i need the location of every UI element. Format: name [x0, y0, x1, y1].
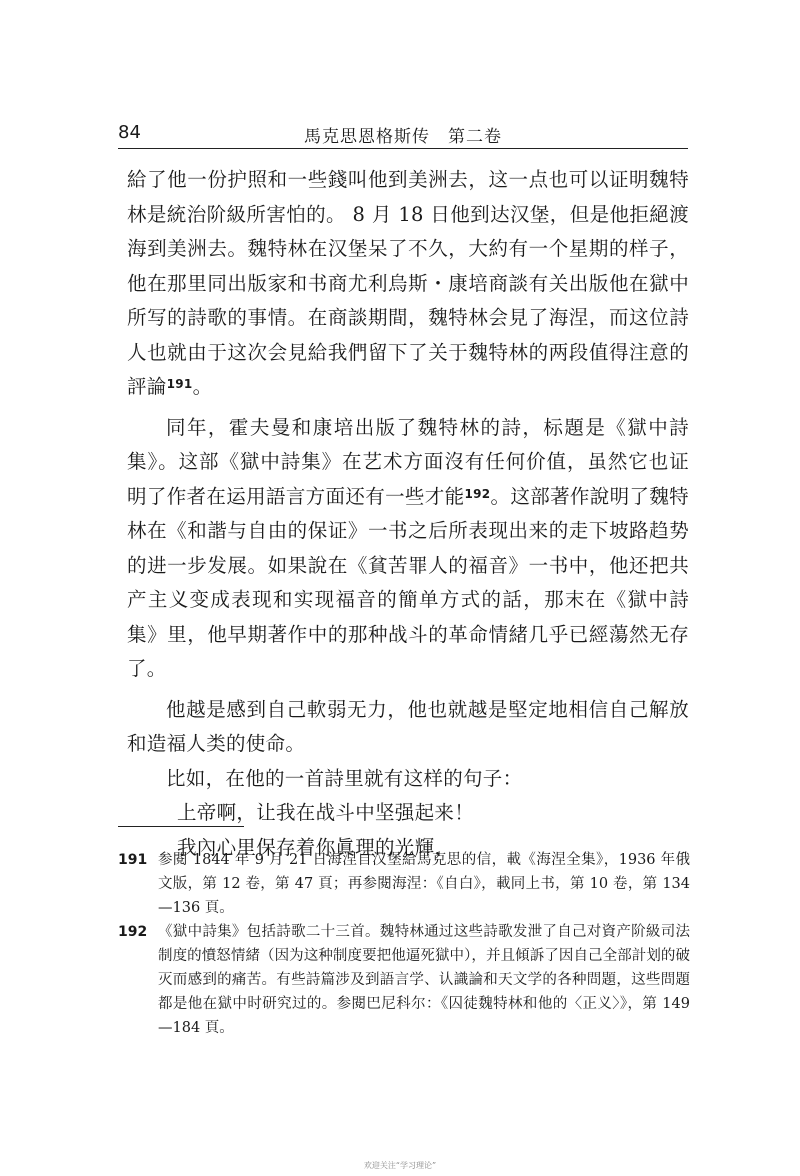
paragraph-2-text-a: 同年，霍夫曼和康培出版了魏特林的詩，标題是《獄中詩集》。这部《獄中詩集》在艺术方面沒有任何价值，虽然它也证明了作者在运用語言方面还有一些才能 — [127, 415, 689, 508]
paragraph-1 — [127, 163, 689, 405]
poem-line-1: 上帝啊，让我在战斗中坚强起来！ — [177, 801, 475, 824]
footnote-rule — [118, 826, 244, 827]
footnote-ref-191[interactable]: 191 — [166, 377, 193, 391]
poem-line-2: 我內心里保存着你眞理的光輝， — [177, 835, 455, 859]
footnotes — [118, 848, 690, 1040]
main-text — [127, 163, 689, 865]
running-title: 馬克思恩格斯传 第二卷 — [304, 127, 502, 147]
paragraph-2-text-b: 。这部著作說明了魏特林在《和諧与自由的保证》一书之后所表现出来的走下坡路趋势的进一步发展。如果說在《貧苦罪人的福音》一书中，他还把共产主义变成表现和实现福音的簡单方式的話，那末在《獄中詩集》里，他早期著作中的那种战斗的革命情緒几乎已經蕩然无存了。 — [127, 484, 689, 680]
header-rule — [118, 148, 688, 149]
paragraph-3: 他越是感到自己軟弱无力，他也就越是堅定地相信自己解放和造福人类的使命。 — [127, 697, 689, 755]
watermark: 欢迎关注“学习理论” — [363, 1161, 437, 1170]
paragraph-2 — [127, 411, 689, 687]
footnote-ref-192[interactable]: 192 — [464, 486, 491, 501]
paragraph-4: 比如，在他的一首詩里就有这样的句子： — [166, 766, 523, 790]
footnote-191 — [118, 848, 690, 920]
page-number: 84 — [118, 122, 141, 143]
footnote-number: 192 — [118, 924, 148, 940]
footnote-text: 《獄中詩集》包括詩歌二十三首。魏特林通过这些詩歌发泄了自己对資产阶級司法制度的憤怒情緒（因为这种制度要把他逼死獄中），并且傾訴了因自己全部計划的破灭而感到的痛苦。有些詩篇涉及到語言学、认識論和天文学的各种問題，这些問題都是他在獄中时研究过的。参閱巴尼科尔：《囚徒魏特林和他的〈正义〉》，第 149—184 頁。 — [158, 924, 690, 1036]
running-header — [118, 122, 688, 148]
paragraph-1-end: 。 — [192, 375, 213, 398]
footnote-192 — [118, 920, 690, 1040]
paragraph-1-text: 給了他一份护照和一些錢叫他到美洲去，这一点也可以证明魏特林是統治阶級所害怕的。 8 月 18 日他到达汉堡，但是他拒絕渡海到美洲去。魏特林在汉堡呆了不久，大約有一个星期的样子，他在那里同出版家和书商尤利烏斯・康培商談有关出版他在獄中所写的詩歌的事情。在商談期間，魏特林会見了海涅，而这位詩人也就由于这次会見給我們留下了关于魏特林的两段值得注意的評論 — [127, 168, 689, 398]
footnote-number: 191 — [118, 852, 148, 868]
footnote-text: 参閱 1844 年 9 月 21 日海涅自汉堡給馬克思的信，載《海涅全集》，1936 年俄文版，第 12 卷，第 47 頁；再参閱海涅：《自白》，載同上书，第 10 卷，第 134—136 頁。 — [158, 852, 690, 916]
